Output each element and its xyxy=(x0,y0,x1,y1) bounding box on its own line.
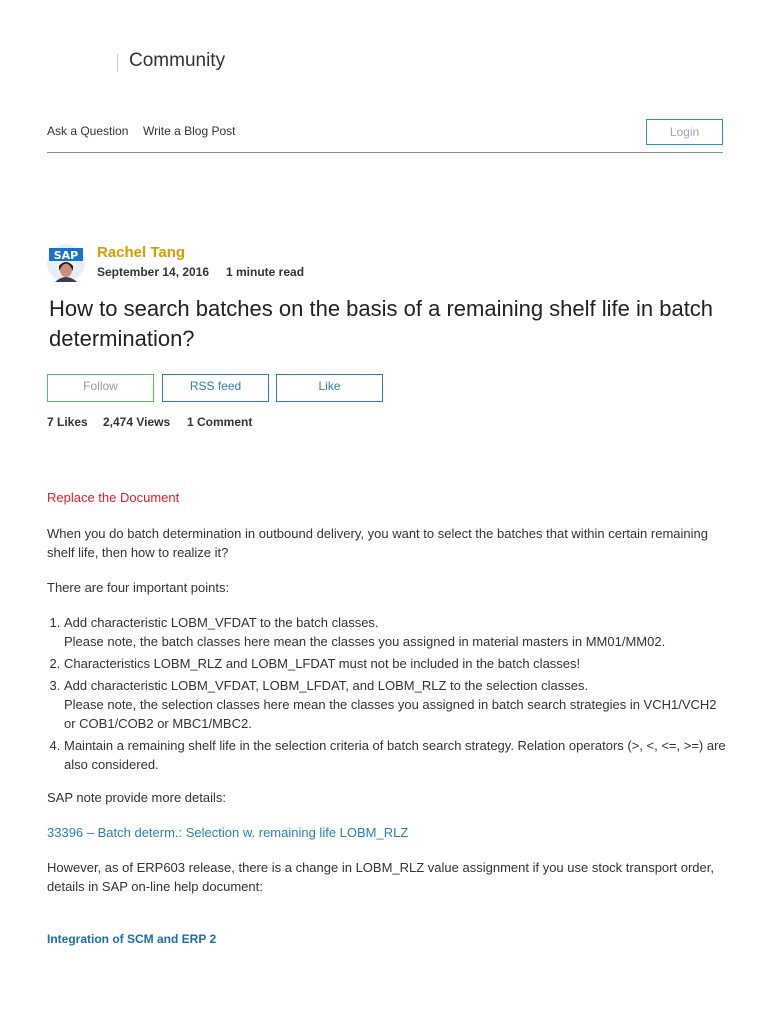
avatar-image xyxy=(47,244,85,282)
points-list xyxy=(47,613,727,774)
point-note: Please note, the selection classes here mean the classes you assigned in batch search strategies in VCH1/VCH2 or COB1/COB2 or MBC1/MBC2. xyxy=(64,697,717,731)
top-nav xyxy=(47,118,723,153)
sap-note-link[interactable]: 33396 – Batch determ.: Selection w. remaining life LOBM_RLZ xyxy=(47,825,409,840)
list-item xyxy=(64,654,727,673)
replace-document-note: Replace the Document xyxy=(47,490,180,505)
rss-feed-button[interactable]: RSS feed xyxy=(162,374,269,402)
likes-count[interactable]: 7 Likes xyxy=(47,415,88,429)
header-divider xyxy=(117,54,118,72)
point-line: Add characteristic LOBM_VFDAT to the batch classes. xyxy=(64,615,379,630)
integration-scm-erp-link[interactable]: Integration of SCM and ERP 2 xyxy=(47,932,217,946)
however-paragraph: However, as of ERP603 release, there is a change in LOBM_RLZ value assignment if you use stock transport order, details in SAP on-line help document: xyxy=(47,860,714,894)
like-button[interactable]: Like xyxy=(276,374,383,402)
post-body xyxy=(47,488,727,949)
intro-paragraph: When you do batch determination in outbound delivery, you want to select the batches that within certain remaining shelf life, then how to realize it? xyxy=(47,526,708,560)
point-line: Add characteristic LOBM_VFDAT, LOBM_LFDAT, and LOBM_RLZ to the selection classes. xyxy=(64,678,589,693)
views-count: 2,474 Views xyxy=(103,415,171,429)
login-button[interactable]: Login xyxy=(646,119,723,145)
svg-text:SAP: SAP xyxy=(53,249,79,262)
sap-note-paragraph: SAP note provide more details: xyxy=(47,790,226,805)
post-date: September 14, 2016 xyxy=(97,265,210,279)
ask-question-link[interactable]: Ask a Question xyxy=(47,124,129,138)
community-brand[interactable]: Community xyxy=(129,50,226,71)
list-item xyxy=(64,613,727,651)
point-line: Maintain a remaining shelf life in the selection criteria of batch search strategy. Relation operators (>, <, <=, >=) are also considered. xyxy=(64,738,726,772)
write-blog-post-link[interactable]: Write a Blog Post xyxy=(143,124,236,138)
author-avatar[interactable] xyxy=(47,244,85,282)
list-item xyxy=(64,676,727,733)
site-header xyxy=(0,0,768,100)
read-time: 1 minute read xyxy=(226,265,305,279)
post-title: How to search batches on the basis of a remaining shelf life in batch determination? xyxy=(49,296,714,351)
site-logo[interactable] xyxy=(47,50,111,78)
list-item xyxy=(64,736,727,774)
follow-button[interactable]: Follow xyxy=(47,374,154,402)
point-line: Characteristics LOBM_RLZ and LOBM_LFDAT must not be included in the batch classes! xyxy=(64,656,581,671)
point-note: Please note, the batch classes here mean the classes you assigned in material masters in MM01/MM02. xyxy=(64,634,666,649)
four-points-intro: There are four important points: xyxy=(47,580,230,595)
author-name[interactable]: Rachel Tang xyxy=(97,244,186,261)
comments-count[interactable]: 1 Comment xyxy=(187,415,253,429)
